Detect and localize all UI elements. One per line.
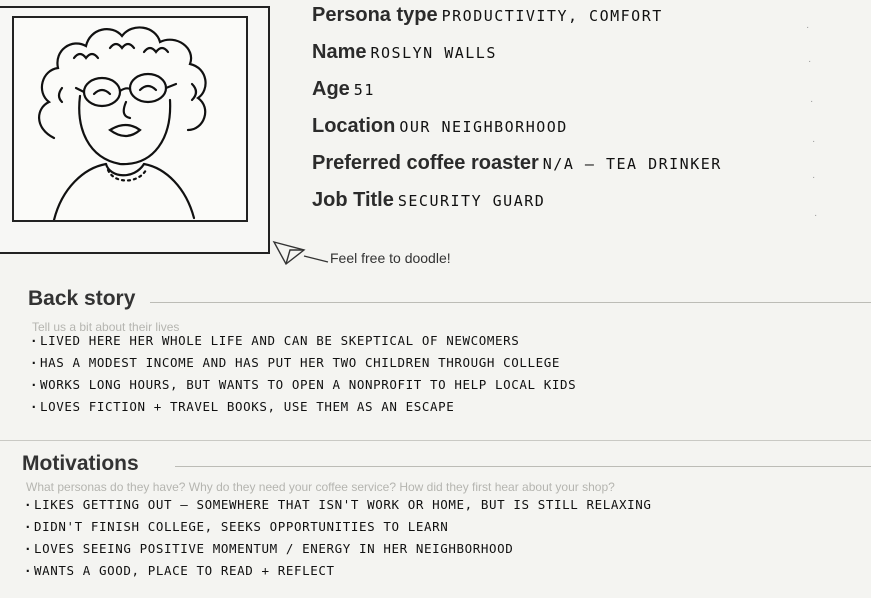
field-preferred-coffee-roaster <box>312 152 722 175</box>
persona-photo-frame <box>0 6 270 254</box>
list-item: · LOVES SEEING POSITIVE MOMENTUM / ENERGY IN HER NEIGHBORHOOD <box>24 541 514 556</box>
margin-dot: · <box>814 210 818 221</box>
field-label: Persona type <box>312 4 438 26</box>
list-item-text: WANTS A GOOD, PLACE TO READ + REFLECT <box>34 563 335 578</box>
field-label: Name <box>312 41 367 63</box>
field-job-title <box>312 189 545 212</box>
list-item: · WORKS LONG HOURS, BUT WANTS TO OPEN A NONPROFIT TO HELP LOCAL KIDS <box>30 377 577 392</box>
field-persona-type <box>312 4 663 27</box>
field-value[interactable]: PRODUCTIVITY, COMFORT <box>441 7 663 25</box>
list-item-text: LOVES SEEING POSITIVE MOMENTUM / ENERGY IN HER NEIGHBORHOOD <box>34 541 514 556</box>
list-item: · LOVES FICTION + TRAVEL BOOKS, USE THEM AS AN ESCAPE <box>30 399 455 414</box>
motivations-list[interactable] <box>24 494 652 582</box>
list-item-text: LIVED HERE HER WHOLE LIFE AND CAN BE SKEPTICAL OF NEWCOMERS <box>40 333 520 348</box>
persona-portrait-sketch <box>14 18 246 220</box>
field-name <box>312 41 497 64</box>
motivations-title: Motivations <box>22 452 147 476</box>
persona-doodle-area[interactable] <box>12 16 248 222</box>
back-story-title: Back story <box>28 287 143 311</box>
margin-dot: · <box>810 96 814 107</box>
section-divider <box>0 440 871 441</box>
field-label: Location <box>312 115 396 137</box>
margin-dot: · <box>812 172 816 183</box>
back-story-list[interactable] <box>30 330 576 418</box>
field-value[interactable]: N/A – TEA DRINKER <box>542 155 722 173</box>
list-item-text: WORKS LONG HOURS, BUT WANTS TO OPEN A NONPROFIT TO HELP LOCAL KIDS <box>40 377 577 392</box>
motivations-hint: What personas do they have? Why do they need your coffee service? How did they first hear about your shop? <box>26 480 615 494</box>
list-item-text: LIKES GETTING OUT – SOMEWHERE THAT ISN'T WORK OR HOME, BUT IS STILL RELAXING <box>34 497 652 512</box>
field-label: Job Title <box>312 189 394 211</box>
field-value[interactable]: OUR NEIGHBORHOOD <box>399 118 568 136</box>
doodle-hint: Feel free to doodle! <box>330 250 451 266</box>
paper-plane-icon <box>270 238 330 268</box>
list-item: · WANTS A GOOD, PLACE TO READ + REFLECT <box>24 563 335 578</box>
field-location <box>312 115 568 138</box>
list-item-text: HAS A MODEST INCOME AND HAS PUT HER TWO CHILDREN THROUGH COLLEGE <box>40 355 561 370</box>
section-divider <box>175 466 871 467</box>
field-value[interactable]: 51 <box>353 81 375 99</box>
field-label: Preferred coffee roaster <box>312 152 539 174</box>
field-label: Age <box>312 78 350 100</box>
list-item: · LIKES GETTING OUT – SOMEWHERE THAT ISN'T WORK OR HOME, BUT IS STILL RELAXING <box>24 497 652 512</box>
margin-dot: · <box>806 22 810 33</box>
list-item: · DIDN'T FINISH COLLEGE, SEEKS OPPORTUNITIES TO LEARN <box>24 519 449 534</box>
margin-dot: · <box>812 136 816 147</box>
field-value[interactable]: ROSLYN WALLS <box>370 44 497 62</box>
list-item-text: DIDN'T FINISH COLLEGE, SEEKS OPPORTUNITIES TO LEARN <box>34 519 449 534</box>
field-value[interactable]: SECURITY GUARD <box>397 192 546 210</box>
list-item: · HAS A MODEST INCOME AND HAS PUT HER TWO CHILDREN THROUGH COLLEGE <box>30 355 561 370</box>
section-divider <box>150 302 871 303</box>
list-item-text: LOVES FICTION + TRAVEL BOOKS, USE THEM AS AN ESCAPE <box>40 399 455 414</box>
back-story-hint: Tell us a bit about their lives <box>32 320 180 334</box>
list-item: · LIVED HERE HER WHOLE LIFE AND CAN BE SKEPTICAL OF NEWCOMERS <box>30 333 520 348</box>
field-age <box>312 78 375 101</box>
margin-dot: · <box>808 56 812 67</box>
